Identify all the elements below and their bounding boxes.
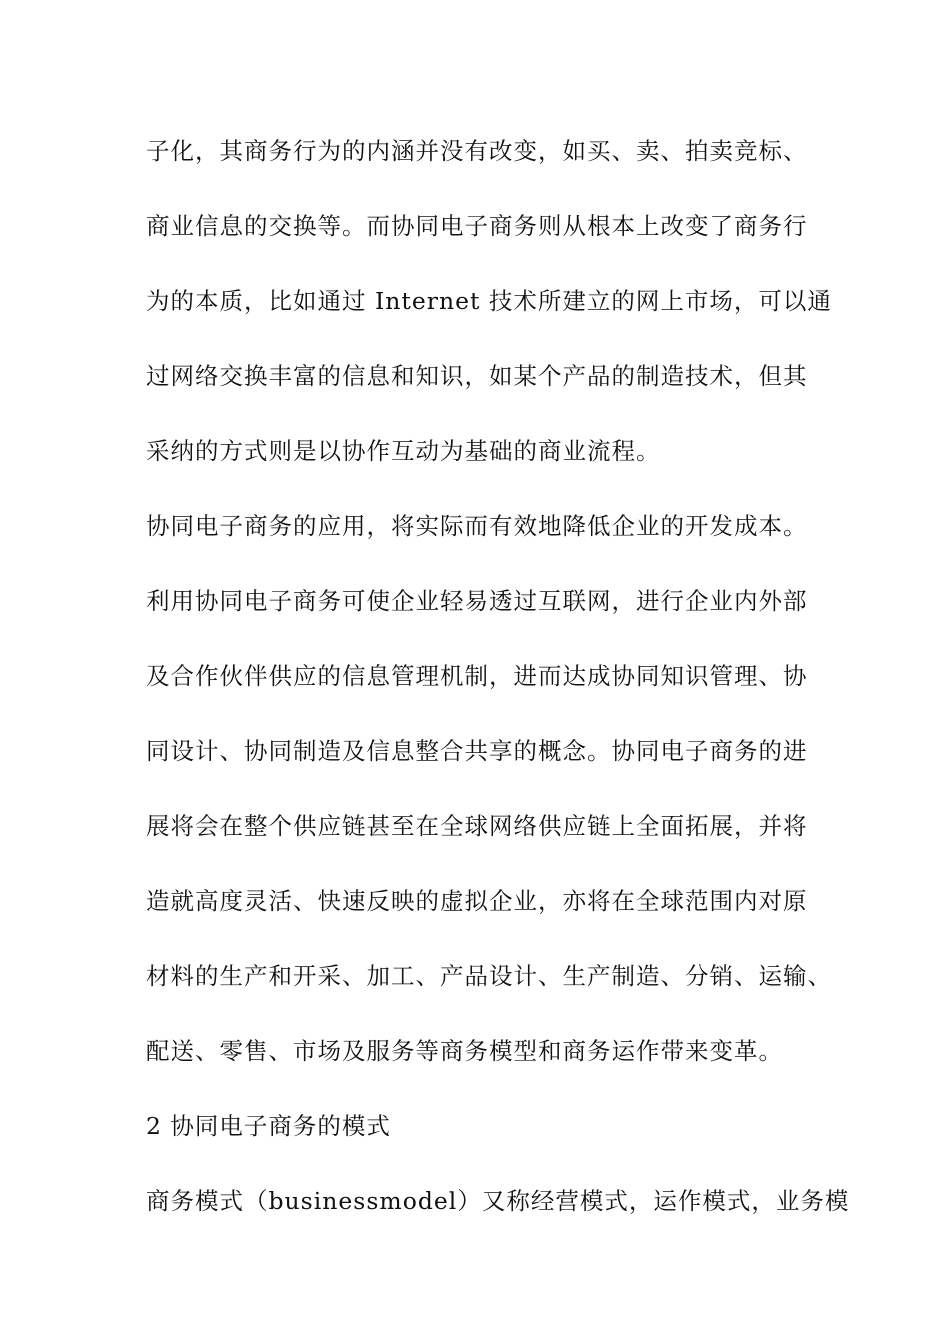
paragraph-line: 协同电子商务的应用，将实际而有效地降低企业的开发成本。 (146, 512, 808, 540)
paragraph-line: 子化，其商务行为的内涵并没有改变，如买、卖、拍卖竞标、 (146, 137, 808, 165)
paragraph-line: 过网络交换丰富的信息和知识，如某个产品的制造技术，但其 (146, 362, 808, 390)
paragraph-line: 材料的生产和开采、加工、产品设计、生产制造、分销、运输、 (146, 962, 832, 990)
paragraph-line: 商业信息的交换等。而协同电子商务则从根本上改变了商务行 (146, 212, 808, 240)
paragraph-line: 利用协同电子商务可使企业轻易透过互联网，进行企业内外部 (146, 587, 808, 615)
paragraph-line: 展将会在整个供应链甚至在全球网络供应链上全面拓展，并将 (146, 812, 808, 840)
paragraph-line: 造就高度灵活、快速反映的虚拟企业，亦将在全球范围内对原 (146, 887, 808, 915)
paragraph-line: 配送、零售、市场及服务等商务模型和商务运作带来变革。 (146, 1037, 783, 1065)
paragraph-line: 商务模式（businessmodel）又称经营模式，运作模式，业务模 (146, 1187, 850, 1215)
section-heading: 2 协同电子商务的模式 (146, 1112, 391, 1140)
paragraph-line: 为的本质，比如通过 Internet 技术所建立的网上市场，可以通 (146, 287, 832, 315)
paragraph-line: 及合作伙伴供应的信息管理机制，进而达成协同知识管理、协 (146, 662, 808, 690)
paragraph-line: 同设计、协同制造及信息整合共享的概念。协同电子商务的进 (146, 737, 808, 765)
paragraph-line: 采纳的方式则是以协作互动为基础的商业流程。 (146, 437, 661, 465)
